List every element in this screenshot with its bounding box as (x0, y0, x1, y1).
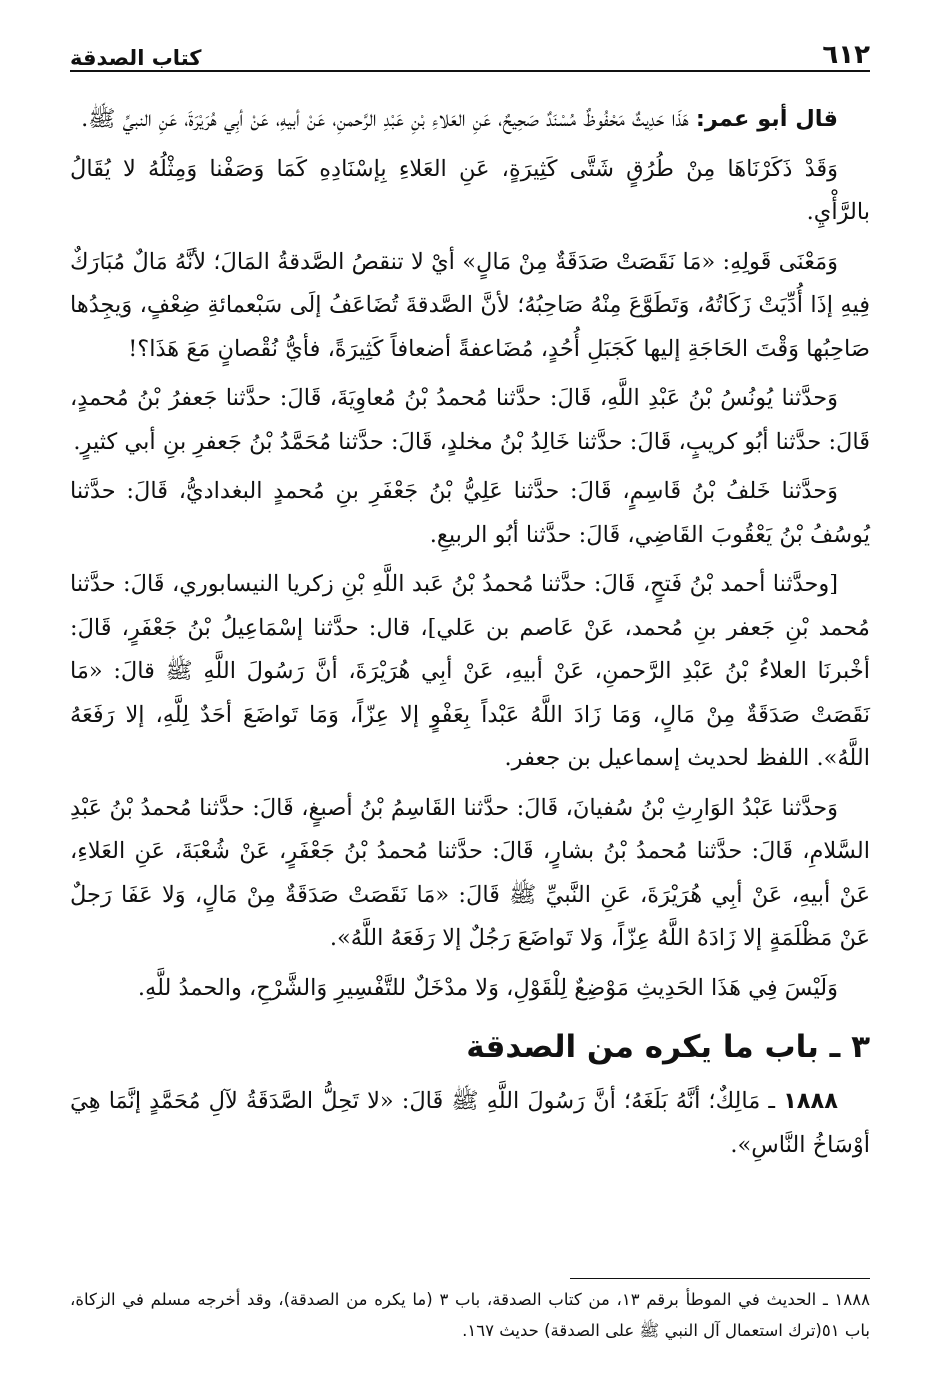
paragraph (70, 377, 870, 464)
page-number: ٦١٢ (822, 40, 870, 70)
paragraph (70, 241, 870, 372)
paragraph (70, 967, 870, 1011)
paragraph (70, 98, 870, 142)
paragraph (70, 470, 870, 557)
footnote-text: ١٨٨٨ ـ الحديث في الموطأ برقم ١٣، من كتاب الصدقة، باب ٣ (ما يكره من الصدقة)، وقد أخرجه مسلم في الزكاة، باب ٥١(ترك استعمال آل النبي ﷺ على الصدقة) حديث ١٦٧. (70, 1290, 870, 1340)
paragraph (70, 563, 870, 781)
paragraph-text: وَحدَّثنا خَلفُ بْنُ قَاسِمٍ، قَالَ: حدَّثنا عَلِيُّ بْنُ جَعْفَرِ بنِ مُحمدٍ البغداديُّ، قَالَ: حدَّثنا يُوسُفُ بْنُ يَعْقُوبَ القَاضِي، قَالَ: حدَّثنا أبُو الربيعِ. (70, 478, 870, 548)
paragraph-text: وَقَدْ ذَكَرْنَاهَا مِنْ طُرُقٍ شَتَّى كَثِيرَةٍ، عَنِ العَلاءِ بِإسْنَادِهِ كَمَا وَصَفْنا وَمِثْلُهُ لا يُقَالُ بالرَّأْيِ. (70, 155, 870, 225)
paragraph-text: وَلَيْسَ فِي هَذَا الحَدِيثِ مَوْضِعٌ لِلْقَوْلِ، وَلا مدْخَلٌ للتَّفْسِيرِ وَالشَّرْحِ، والحمدُ للَّهِ. (137, 974, 838, 1001)
hadith-text: ـ مَالِكٌ؛ أنَّهُ بَلَغَهُ؛ أنَّ رَسُولَ اللَّهِ ﷺ قَالَ: «لا تَحِلُّ الصَّدَقَةُ لآلِ مُحَمَّدٍ إنَّمَا هِيَ أوْسَاخُ النَّاسِ». (70, 1088, 870, 1158)
paragraph-text: [وحدَّثنا أحمد بْنُ فَتحٍ، قَالَ: حدَّثنا مُحمدُ بْنُ عَبد اللَّهِ بْنِ زكريا النيسابوري، قَالَ: حدَّثنا مُحمد بْنِ جَعفر بنِ مُحمد، عَنْ عَاصم بن عَلي]، قال: حدَّثنا إسْمَاعِيلُ بْنُ جَعْفَرٍ، قَالَ: أخْبرنَا العلاءُ بْنُ عَبْدِ الرَّحمنِ، عَنْ أبيهِ، عَنْ أبِي هُرَيْرَةَ، أنَّ رَسُولَ اللَّهِ ﷺ قالَ: «مَا نَقَصَتْ صَدَقَةٌ مِنْ مَالٍ، وَمَا زَادَ اللَّهُ عَبْداً بِعَفْوٍ إلا عِزّاً، وَمَا تَواضَعَ أحَدٌ لِلَّهِ، إلا رَفَعَهُ اللَّهُ». اللفظ لحديث إسماعيل بن جعفر. (70, 571, 870, 771)
footnote (70, 1284, 870, 1346)
footnote-divider (570, 1278, 870, 1279)
paragraph-text: هَذَا حَدِيثٌ مَحْفُوظٌ مُسْنَدٌ صَحِيحٌ، عَنِ العَلاءِ بْنِ عَبْدِ الرَّحمنِ، عَنْ أبيهِ، عَنْ أبِي هُرَيْرَةَ، عَنِ النبيِّ ﷺ. (81, 106, 696, 132)
hadith-number: ١٨٨٨ (783, 1088, 838, 1114)
book-page (70, 38, 870, 1358)
paragraph (70, 787, 870, 961)
paragraph-lead: قال أبو عمر: (695, 106, 838, 132)
running-header (70, 38, 870, 72)
paragraph-text: وَحدَّثنا يُونُسُ بْنُ عَبْدِ اللَّهِ، قَالَ: حدَّثنا مُحمدُ بْنُ مُعاوِيَةَ، قَالَ: حدَّثنا جَعفرُ بْنُ مُحمدٍ، قَالَ: حدَّثنا أبُو كريبٍ، قَالَ: حدَّثنا خَالِدُ بْنُ مخلدٍ، قَالَ: حدَّثنا مُحَمَّدُ بْنُ جَعفرِ بنِ أبي كثيرٍ. (70, 385, 870, 455)
book-title: كتاب الصدقة (70, 46, 202, 70)
paragraph-text: وَمَعْنَى قَولِهِ: «مَا نَقَصَتْ صَدَقَةٌ مِنْ مَالٍ» أيْ لا تنقصُ الصَّدقةُ المَالَ؛ لأنَّهُ مَالٌ مُبَارَكٌ فِيهِ إذَا أُدِّيَتْ زَكَاتُهُ، وَتَطَوَّعَ مِنْهُ صَاحِبُهُ؛ لأنَّ الصَّدقةَ تُضَاعَفُ إلَى سَبْعمائةِ ضِعْفٍ، وَيجِدُها صَاحِبُها وَقْتَ الحَاجَةِ إليها كَجَبَلِ أُحُدٍ، مُضَاعفةً أضعافاً كَثِيرَةً، فأيُّ نُقْصانٍ مَعَ هَذَا؟! (70, 248, 870, 362)
paragraph-text: وَحدَّثنا عَبْدُ الوَارِثِ بْنُ سُفيانَ، قَالَ: حدَّثنا القَاسِمُ بْنُ أصبغٍ، قَالَ: حدَّثنا مُحمدُ بْنُ عَبْدِ السَّلامِ، قَالَ: حدَّثنا مُحمدُ بْنُ بشارٍ، قَالَ: حدَّثنا مُحمدُ بْنُ جَعْفَرٍ، عَنْ شُعْبَةَ، عَنِ العَلاءِ، عَنْ أبيهِ، عَنْ أبِي هُرَيْرَةَ، عَنِ النَّبيِّ ﷺ قَالَ: «مَا نَقَصَتْ صَدَقَةٌ مِنْ مَالٍ، وَلا عَفَا رَجلٌ عَنْ مَظْلَمَةٍ إلا زَادَهُ اللَّهُ عِزّاً، وَلا تَواضَعَ رَجُلٌ إلا رَفَعَهُ اللَّهُ». (70, 794, 870, 951)
paragraph (70, 148, 870, 235)
main-text (70, 98, 870, 1167)
hadith-entry (70, 1080, 870, 1167)
chapter-heading: ٣ ـ باب ما يكره من الصدقة (466, 1029, 870, 1065)
